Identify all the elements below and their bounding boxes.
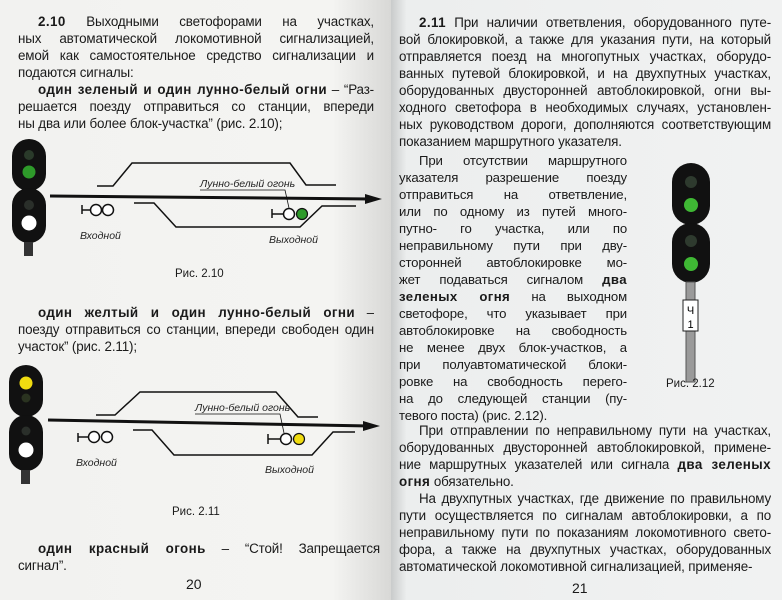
text: неправильному пути по показаниям локомотивного свето- [399, 525, 771, 540]
text: на выходном [510, 289, 627, 304]
text: – “Раз- [327, 82, 374, 97]
bold-text: один красный огонь [38, 541, 206, 556]
text: неправильному пути при дву- [399, 238, 627, 253]
text: отправиться на ответвление, [399, 187, 627, 202]
text: решается поезду отправиться со станции, впереди [18, 99, 374, 114]
green-light-lower [684, 257, 698, 271]
text-line [399, 439, 771, 456]
right-page [391, 0, 782, 600]
exit-label: Выходной [265, 464, 314, 476]
entry-signal-symbol [78, 432, 113, 443]
bold-text: огня [399, 474, 431, 489]
bold-text: два [602, 272, 627, 287]
text: жет подаваться сигналом [399, 272, 603, 287]
exit-signal-symbol [195, 414, 305, 445]
text: При наличии ответвления, оборудованного путе- [445, 15, 771, 30]
route-plate-number: 1 [687, 319, 694, 331]
text: или по одному из путей много- [399, 204, 627, 219]
green-light-upper [684, 198, 698, 212]
figure-2-12 [391, 0, 782, 400]
bold-text: два зеленых [677, 457, 771, 472]
text: сторонней автоблокировке мо- [399, 255, 627, 270]
text: автоматической локомотивной сигнализацией, применяе- [399, 559, 753, 574]
text: оборудованных двусторонней автоблокировкой, примене- [399, 440, 771, 455]
figure-2-10-caption: Рис. 2.10 [175, 268, 224, 280]
text: показанием маршрутного указателя. [399, 134, 622, 149]
text: ровке на свободность перего- [399, 374, 627, 389]
text: не менее двух блок-участков, а [399, 340, 627, 355]
page-number-left: 20 [186, 576, 202, 592]
figure-2-11-caption: Рис. 2.11 [172, 506, 220, 518]
page-number-right: 21 [572, 580, 588, 596]
text: путно- го участка, или по [399, 221, 627, 236]
entry-label: Входной [76, 457, 117, 469]
text: вой блокировкой, а также для указания пути, на который [399, 32, 771, 47]
text: – “Стой! Запрещается [221, 541, 380, 556]
text-line [399, 473, 771, 490]
bold-text: один зеленый и один лунно-белый огни [38, 82, 328, 97]
text-line [399, 490, 771, 507]
bold-text: зеленых огня [399, 289, 511, 304]
text-line [18, 557, 380, 574]
text: ходного светофора в необходимых случаях, установлен- [399, 100, 771, 115]
text: указателя разрешение поезду [399, 170, 627, 185]
text: автоблокировке на свободность [399, 323, 627, 338]
text: – [366, 305, 374, 320]
text-line [399, 541, 771, 558]
text: при полуавтоматической блоки- [399, 357, 627, 372]
figure-2-12-caption: Рис. 2.12 [666, 378, 715, 390]
text: на до следующей станции (пу- [399, 391, 627, 406]
text: фора, а также на двухпутных участках, оборудованных [399, 542, 771, 557]
text: поезду отправиться со станции, впереди свободен один [18, 322, 374, 337]
text-line [399, 524, 771, 541]
text: При отправлении по неправильному пути на участках, [419, 423, 771, 438]
text: подаются сигналы: [18, 65, 134, 80]
text: тевого поста) (рис. 2.12). [399, 408, 548, 423]
text: ных руководством дороги, дополняются соответствующим [399, 117, 771, 132]
bold-text: один желтый и один лунно-белый огни [38, 305, 356, 320]
paragraph-red [18, 540, 380, 574]
text: ных автоматической локомотивной сигнализацией, [18, 31, 374, 46]
moon-white-label: Лунно-белый огонь [200, 178, 296, 190]
text: емой как самостоятельное средство сигнализации и [18, 48, 374, 63]
bold-text: 2.10 [38, 14, 66, 29]
text: пути осуществляется по сигналам автоблокировки, а по [399, 508, 771, 523]
text-line [399, 456, 771, 473]
text: светофоре, что указывает при [399, 306, 627, 321]
paragraph-wrong-track [399, 422, 771, 490]
bold-text: 2.11 [419, 15, 446, 30]
text-line [18, 540, 380, 557]
text: На двухпутных участках, где движение по правильному [419, 491, 771, 506]
text: При отсутствии маршрутного [419, 153, 627, 168]
yellow-light [20, 377, 33, 390]
text: ние маршрутных указателей или сигнала [399, 457, 678, 472]
figure-2-11 [0, 0, 391, 530]
text: участок” (рис. 2.11); [18, 339, 137, 354]
exit-signal-two-green [672, 163, 710, 382]
moon-white-label: Лунно-белый огонь [195, 402, 291, 414]
moon-white-light [19, 443, 34, 458]
text: Выходными светофорами на участках, [86, 14, 374, 29]
text: оборудованных двусторонней автоблокировкой, огни вы- [399, 83, 771, 98]
text: сигнал”. [18, 558, 67, 573]
text: отправляется поезд на многопутных участках, оборудо- [399, 49, 771, 64]
entry-label: Входной [80, 230, 121, 242]
text-line [399, 422, 771, 439]
text: ны два или более блок-участка” (рис. 2.10); [18, 116, 283, 131]
exit-label: Выходной [269, 234, 318, 246]
route-plate-letter: Ч [686, 305, 695, 317]
text-line [399, 507, 771, 524]
signal-head-yellow [9, 365, 43, 484]
text: обязательно. [430, 474, 514, 489]
paragraph-double-track [399, 490, 771, 575]
text: ванных путевой блокировкой, и на двухпутных участках, [399, 66, 771, 81]
text-line [399, 558, 771, 575]
